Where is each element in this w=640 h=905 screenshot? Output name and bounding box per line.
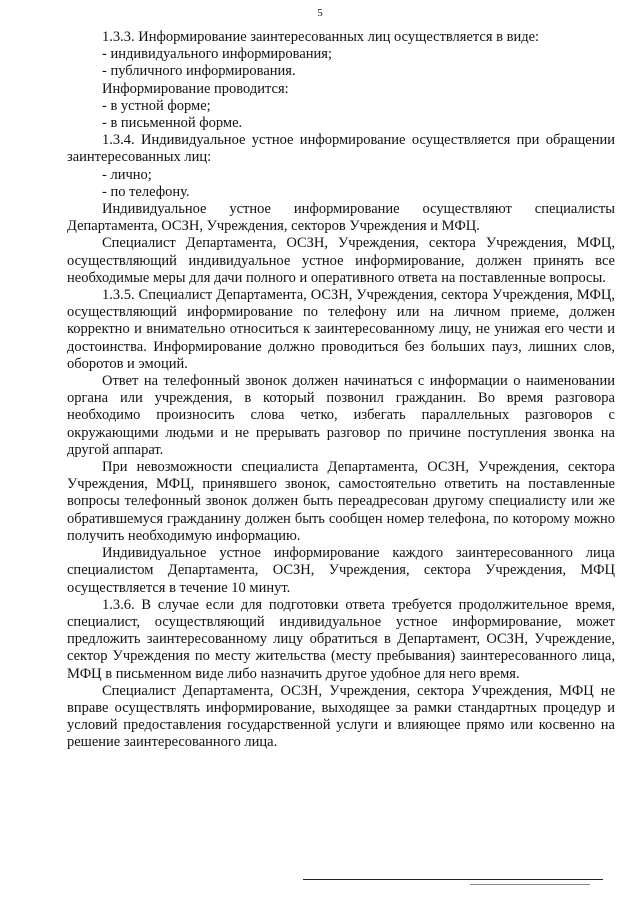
page-number: 5 — [317, 7, 323, 19]
list-item: - публичного информирования. — [102, 63, 296, 80]
list-item: - в устной форме; — [102, 97, 211, 114]
paragraph: Ответ на телефонный звонок должен начинаться с информации о наименовании органа или учреждения, в который позвонил гражданин. Во время разговора необходимо произносить слова четко, избегать параллельных разговоров с окружающими людьми и не прерывать разговор по причине поступления звонка на другой аппарат. — [67, 373, 615, 458]
list-item: - в письменной форме. — [102, 115, 243, 132]
paragraph: 1.3.3. Информирование заинтересованных лиц осуществляется в виде: — [102, 29, 540, 45]
paragraph: Индивидуальное устное информирование осуществляют специалисты Департамента, ОСЗН, Учреждения, секторов Учреждения и МФЦ. — [67, 201, 615, 235]
footer-rule — [303, 879, 603, 880]
paragraph: Специалист Департамента, ОСЗН, Учреждения, сектора Учреждения, МФЦ, осуществляющий индивидуальное устное информирование, должен принять все необходимые меры для дачи полного и оперативного ответа на поставленные вопросы. — [67, 235, 615, 286]
paragraph: 1.3.4. Индивидуальное устное информирование осуществляется при обращении заинтересованных лиц: — [67, 132, 615, 166]
paragraph: 1.3.6. В случае если для подготовки ответа требуется продолжительное время, специалист, осуществляющий индивидуальное устное информирование, может предложить заинтересованному лицу обратиться в Департамент, ОСЗН, Учреждение, сектор Учреждения по месту жительства (месту пребывания) заинтересованного лица, МФЦ в письменном виде либо назначить другое удобное для него время. — [67, 596, 615, 682]
list-item: Информирование проводится: — [102, 80, 289, 97]
list-item: - лично; — [102, 166, 152, 183]
document-body — [67, 29, 615, 752]
paragraph: Специалист Департамента, ОСЗН, Учреждения, сектора Учреждения, МФЦ не вправе осуществлять информирование, выходящее за рамки стандартных процедур и условий предоставления государственной услуги и влияющее прямо или косвенно на решение заинтересованного лица. — [67, 682, 615, 751]
footer-rule-thin — [470, 884, 590, 885]
paragraph: При невозможности специалиста Департамента, ОСЗН, Учреждения, сектора Учреждения, МФЦ, принявшего звонок, самостоятельно ответить на поставленные вопросы телефонный звонок должен быть переадресован другому специалисту или же обратившемуся гражданину должен быть сообщен номер телефона, по которому можно получить необходимую информацию. — [67, 459, 615, 544]
list-item: - индивидуального информирования; — [102, 46, 332, 63]
paragraph: 1.3.5. Специалист Департамента, ОСЗН, Учреждения, сектора Учреждения, МФЦ, осуществляющий информирование по телефону или на личном приеме, должен корректно и внимательно относиться к заинтересованному лицу, не унижая его чести и достоинства. Информирование должно проводиться без больших пауз, лишних слов, оборотов и эмоций. — [67, 287, 615, 372]
list-item: - по телефону. — [102, 183, 190, 200]
paragraph: Индивидуальное устное информирование каждого заинтересованного лица специалистом Департамента, ОСЗН, Учреждения, сектора Учреждения, МФЦ осуществляется в течение 10 минут. — [67, 545, 615, 596]
